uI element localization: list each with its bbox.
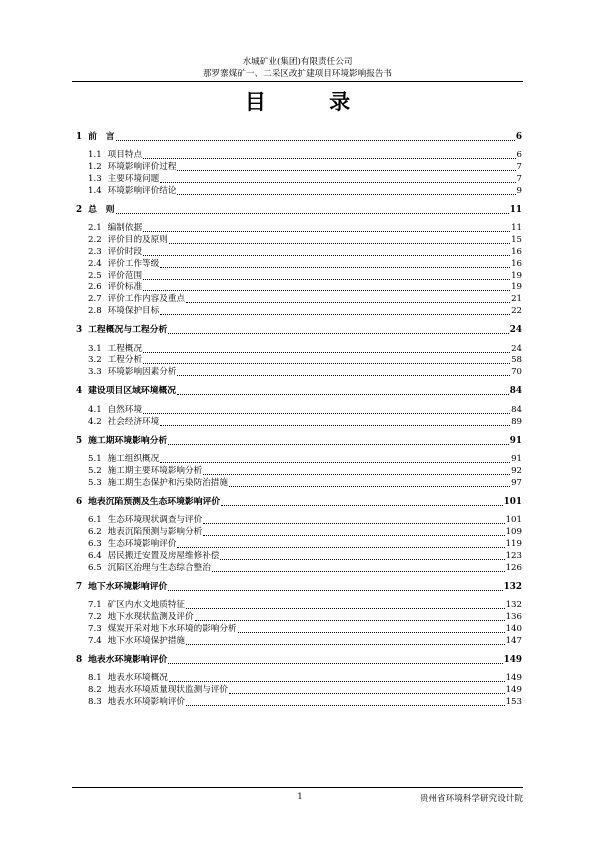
toc-entry-text: 煤炭开采对地下水环境的影响分析: [107, 623, 237, 634]
toc-chapter-entry[interactable]: [76, 581, 522, 593]
toc-dot-leader: [177, 170, 515, 171]
toc-entry-text: 工程概况与工程分析: [88, 325, 168, 336]
toc-dot-leader: [143, 255, 510, 256]
toc-dot-leader: [160, 425, 510, 426]
header-report-title: 那罗寨煤矿一、二采区改扩建项目环境影响报告书: [202, 69, 393, 79]
toc-entry-text: 建设项目区域环境概况: [88, 386, 177, 397]
toc-entry-number: 2.5: [88, 270, 102, 281]
toc-entry-label: [88, 563, 211, 574]
toc-entry-text: 评价工作内容及重点: [107, 294, 186, 305]
toc-entry-label: [88, 405, 142, 416]
toc-entry-page: 15: [511, 235, 522, 246]
toc-entry-text: 地表水环境概况: [107, 673, 168, 684]
toc-entry-page: 119: [505, 538, 522, 549]
toc-section-entry[interactable]: [88, 258, 522, 270]
toc-entry-page: 22: [511, 305, 522, 316]
toc-entry-number: 2.6: [88, 282, 102, 293]
toc-entry-number: 7: [76, 581, 83, 592]
toc-entry-label: [88, 466, 202, 477]
toc-entry-page: 89: [511, 416, 522, 427]
toc-chapter-entry[interactable]: [76, 324, 522, 336]
toc-section-entry[interactable]: [88, 270, 522, 282]
toc-entry-number: 8: [76, 654, 83, 665]
header-company: 水城矿业(集团)有限责任公司: [242, 57, 353, 67]
toc-entry-number: 7.1: [88, 600, 102, 611]
footer-page-number: 1: [297, 792, 303, 802]
toc-dot-leader: [203, 474, 510, 475]
toc-section-entry[interactable]: [88, 611, 522, 623]
toc-dot-leader: [143, 279, 510, 280]
toc-entry-text: 地下水环境保护措施: [107, 635, 186, 646]
toc-entry-text: 地下水现状监测及评价: [107, 611, 194, 622]
toc-entry-label: [88, 174, 159, 185]
toc-section-entry[interactable]: [88, 185, 522, 197]
toc-section-entry[interactable]: [88, 599, 522, 611]
toc-entry-text: 评价工作等级: [107, 258, 160, 269]
toc-entry-number: 4: [76, 386, 83, 397]
toc-entry-number: 6.2: [88, 527, 102, 538]
toc-entry-page: 84: [509, 386, 522, 397]
toc-dot-leader: [238, 632, 505, 633]
toc-entry-number: 2.8: [88, 305, 102, 316]
toc-entry-text: 矿区内水文地质特征: [107, 600, 186, 611]
toc-entry-page: 149: [505, 684, 522, 695]
toc-entry-text: 评价时段: [107, 246, 143, 257]
toc-section-entry[interactable]: [88, 161, 522, 173]
toc-entry-text: 施工期环境影响分析: [88, 435, 168, 446]
toc-entry-label: [88, 223, 142, 234]
toc-entry-number: 6: [76, 497, 83, 507]
toc-dot-leader: [220, 559, 504, 560]
toc-section-entry[interactable]: [88, 343, 522, 355]
toc-entry-text: 施工期生态保护和污染防治措施: [107, 477, 228, 488]
toc-entry-page: 84: [511, 404, 522, 415]
toc-entry-label: [76, 325, 167, 336]
toc-entry-number: 6.1: [88, 515, 102, 526]
toc-entry-page: 92: [511, 465, 522, 476]
footer-publisher: 贵州省环境科学研究设计院: [419, 794, 523, 804]
toc-entry-text: 施工组织概况: [107, 454, 160, 465]
toc-entry-page: 6: [516, 150, 522, 161]
toc-entry-number: 6.3: [88, 538, 102, 549]
toc-chapter-entry[interactable]: [76, 131, 522, 143]
toc-entry-text: 项目特点: [107, 150, 143, 161]
toc-dot-leader: [116, 140, 515, 141]
toc-section-entry[interactable]: [88, 562, 522, 574]
toc-entry-label: [88, 551, 219, 562]
toc-dot-leader: [160, 182, 515, 183]
toc-entry-label: [88, 600, 185, 611]
toc-entry-label: [88, 685, 228, 696]
toc-entry-number: 2.1: [88, 223, 102, 234]
toc-dot-leader: [186, 644, 505, 645]
toc-section-entry[interactable]: [88, 538, 522, 550]
toc-dot-leader: [229, 486, 510, 487]
toc-entry-label: [88, 454, 159, 465]
toc-entry-number: 5: [76, 435, 83, 446]
toc-chapter-entry[interactable]: [76, 204, 522, 216]
toc-entry-label: [88, 697, 185, 708]
toc-entry-label: [76, 386, 176, 397]
toc-entry-page: 147: [505, 635, 522, 646]
toc-entry-number: 6.5: [88, 562, 102, 573]
toc-entry-number: 6.4: [88, 550, 102, 561]
toc-entry-number: 3.2: [88, 355, 102, 366]
toc-section-entry[interactable]: [88, 173, 522, 185]
toc-entry-page: 24: [511, 343, 522, 354]
toc-entry-page: 123: [505, 550, 522, 561]
toc-entry-label: [76, 655, 167, 666]
toc-section-entry[interactable]: [88, 281, 522, 293]
toc-entry-text: 工程概况: [107, 343, 143, 354]
toc-entry-page: 132: [505, 600, 522, 611]
toc-entry-label: [88, 344, 142, 355]
toc-entry-label: [88, 294, 185, 305]
toc-dot-leader: [143, 363, 510, 364]
toc-entry-number: 2: [76, 205, 83, 215]
toc-entry-number: 8.3: [88, 696, 102, 707]
toc-entry-label: [88, 306, 159, 317]
toc-entry-label: [88, 624, 237, 635]
toc-entry-text: 沉陷区治理与生态综合整治: [107, 562, 211, 573]
toc-dot-leader: [169, 243, 510, 244]
toc-entry-number: 2.7: [88, 294, 102, 305]
toc-dot-leader: [186, 705, 505, 706]
toc-entry-number: 5.1: [88, 454, 102, 465]
toc-dot-leader: [177, 194, 515, 195]
toc-entry-text: 环境影响评价结论: [107, 185, 177, 196]
toc-dot-leader: [212, 571, 505, 572]
toc-entry-text: 评价范围: [107, 270, 143, 281]
toc-entry-text: 生态环境影响评价: [107, 538, 177, 549]
toc-entry-page: 149: [505, 673, 522, 684]
toc-dot-leader: [143, 290, 510, 291]
toc-entry-text: 总 则: [88, 205, 115, 215]
toc-entry-number: 7.3: [88, 623, 102, 634]
toc-entry-text: 评价目的及原则: [107, 235, 168, 246]
toc-dot-leader: [143, 231, 510, 232]
toc-section-entry[interactable]: [88, 416, 522, 428]
toc-dot-leader: [168, 444, 508, 445]
toc-entry-label: [76, 582, 167, 593]
toc-entry-page: 136: [505, 611, 522, 622]
toc-dot-leader: [186, 302, 510, 303]
toc-section-entry[interactable]: [88, 246, 522, 258]
toc-entry-number: 2.3: [88, 246, 102, 257]
toc-entry-number: 7.2: [88, 611, 102, 622]
toc-entry-text: 生态环境现状调查与评价: [107, 515, 203, 526]
toc-entry-number: 2.2: [88, 235, 102, 246]
toc-entry-number: 1.2: [88, 162, 102, 173]
toc-dot-leader: [168, 333, 508, 334]
toc-entry-label: [88, 150, 142, 161]
toc-entry-page: 7: [516, 162, 522, 173]
toc-entry-label: [76, 205, 115, 216]
toc-chapter-entry[interactable]: [76, 496, 522, 508]
toc-entry-number: 4.1: [88, 404, 102, 415]
toc-section-entry[interactable]: [88, 234, 522, 246]
toc-entry-page: 70: [511, 367, 522, 378]
toc-entry-number: 2.4: [88, 258, 102, 269]
toc-dot-leader: [168, 590, 502, 591]
toc-dot-leader: [221, 505, 503, 506]
toc-entry-page: 11: [511, 223, 522, 234]
toc-section-entry[interactable]: [88, 404, 522, 416]
toc-entry-page: 149: [503, 654, 522, 665]
toc-entry-label: [88, 259, 159, 270]
toc-section-entry[interactable]: [88, 149, 522, 161]
toc-entry-label: [88, 162, 176, 173]
toc-entry-number: 1.3: [88, 173, 102, 184]
toc-entry-text: 评价标准: [107, 282, 143, 293]
toc-title: 目 录: [244, 90, 379, 114]
toc-entry-page: 9: [516, 185, 522, 196]
toc-entry-page: 132: [503, 581, 522, 592]
toc-dot-leader: [116, 213, 509, 214]
toc-entry-text: 工程分析: [107, 355, 143, 366]
toc-entry-label: [76, 497, 220, 508]
toc-section-entry[interactable]: [88, 366, 522, 378]
toc-dot-leader: [169, 681, 505, 682]
toc-entry-number: 8.1: [88, 673, 102, 684]
toc-entry-page: 91: [511, 454, 522, 465]
toc-section-entry[interactable]: [88, 672, 522, 684]
toc-entry-text: 地表水环境影响评价: [88, 654, 168, 665]
toc-entry-label: [88, 636, 185, 647]
toc-section-entry[interactable]: [88, 465, 522, 477]
toc-entry-text: 居民搬迁安置及房屋维修补偿: [107, 550, 220, 561]
toc-entry-label: [88, 417, 159, 428]
toc-chapter-entry[interactable]: [76, 435, 522, 447]
toc-entry-page: 6: [515, 132, 522, 142]
toc-dot-leader: [160, 267, 510, 268]
toc-entry-label: [88, 527, 202, 538]
toc-chapter-entry[interactable]: [76, 385, 522, 397]
toc-dot-leader: [168, 663, 502, 664]
toc-entry-text: 社会经济环境: [107, 416, 160, 427]
toc-dot-leader: [229, 693, 505, 694]
footer-rule: [72, 787, 523, 788]
toc-dot-leader: [177, 547, 504, 548]
toc-section-entry[interactable]: [88, 514, 522, 526]
toc-entry-label: [76, 436, 167, 447]
toc-entry-label: [88, 478, 228, 489]
toc-section-entry[interactable]: [88, 684, 522, 696]
toc-entry-number: 7.4: [88, 635, 102, 646]
toc-entry-page: 101: [503, 497, 522, 507]
toc-entry-number: 5.3: [88, 477, 102, 488]
toc-entry-label: [76, 132, 115, 143]
toc-entry-number: 4.2: [88, 416, 102, 427]
toc-entry-text: 编制依据: [107, 223, 143, 234]
toc-section-entry[interactable]: [88, 623, 522, 635]
toc-entry-label: [88, 367, 176, 378]
toc-entry-number: 3: [76, 325, 83, 336]
toc-entry-page: 16: [511, 246, 522, 257]
toc-entry-page: 58: [511, 355, 522, 366]
toc-entry-label: [88, 271, 142, 282]
toc-entry-label: [88, 673, 168, 684]
toc-section-entry[interactable]: [88, 696, 522, 708]
toc-entry-page: 109: [505, 527, 522, 538]
toc-section-entry[interactable]: [88, 293, 522, 305]
toc-dot-leader: [143, 158, 515, 159]
toc-section-entry[interactable]: [88, 305, 522, 317]
toc-entry-number: 3.1: [88, 343, 102, 354]
toc-entry-text: 施工期主要环境影响分析: [107, 465, 203, 476]
toc-entry-page: 21: [511, 294, 522, 305]
toc-dot-leader: [203, 535, 504, 536]
toc-entry-label: [88, 186, 176, 197]
toc-section-entry[interactable]: [88, 635, 522, 647]
toc-entry-text: 地表水环境影响评价: [107, 696, 186, 707]
toc-entry-label: [88, 355, 142, 366]
toc-entry-page: 24: [509, 325, 522, 336]
toc-entry-page: 7: [516, 173, 522, 184]
toc-entry-page: 19: [511, 282, 522, 293]
toc-entry-text: 地表水环境质量现状监测与评价: [107, 684, 228, 695]
toc-entry-label: [88, 282, 142, 293]
toc-entry-text: 地下水环境影响评价: [88, 581, 168, 592]
toc-entry-text: 前 言: [88, 132, 115, 142]
toc-dot-leader: [160, 314, 510, 315]
toc-entry-page: 11: [509, 205, 522, 215]
toc-dot-leader: [195, 620, 505, 621]
toc-entry-number: 3.3: [88, 367, 102, 378]
toc-entry-number: 8.2: [88, 684, 102, 695]
toc-dot-leader: [177, 375, 510, 376]
toc-section-entry[interactable]: [88, 354, 522, 366]
toc-entry-text: 环境影响因素分析: [107, 367, 177, 378]
toc-entry-page: 16: [511, 258, 522, 269]
toc-dot-leader: [203, 523, 504, 524]
toc-entry-number: 1.4: [88, 185, 102, 196]
toc-dot-leader: [143, 413, 510, 414]
toc-entry-text: 环境影响评价过程: [107, 162, 177, 173]
toc-dot-leader: [177, 394, 509, 395]
toc-section-entry[interactable]: [88, 222, 522, 234]
toc-entry-number: 1.1: [88, 150, 102, 161]
toc-entry-page: 19: [511, 270, 522, 281]
toc-entry-label: [88, 235, 168, 246]
toc-entry-page: 97: [511, 477, 522, 488]
toc-entry-label: [88, 612, 194, 623]
toc-entry-text: 地表沉陷预测与影响分析: [107, 527, 203, 538]
toc-entry-text: 环境保护目标: [107, 305, 160, 316]
toc-entry-number: 1: [76, 132, 83, 142]
toc-section-entry[interactable]: [88, 550, 522, 562]
toc-entry-page: 126: [505, 562, 522, 573]
toc-section-entry[interactable]: [88, 526, 522, 538]
toc-section-entry[interactable]: [88, 477, 522, 489]
toc-entry-page: 101: [505, 515, 522, 526]
toc-entry-page: 91: [509, 435, 522, 446]
toc-entry-number: 5.2: [88, 465, 102, 476]
toc-entry-label: [88, 515, 202, 526]
toc-entry-text: 主要环境问题: [107, 173, 160, 184]
toc-section-entry[interactable]: [88, 453, 522, 465]
toc-chapter-entry[interactable]: [76, 654, 522, 666]
toc-entry-text: 地表沉陷预测及生态环境影响评价: [88, 497, 221, 507]
toc-dot-leader: [160, 462, 510, 463]
toc-entry-text: 自然环境: [107, 404, 143, 415]
toc-entry-page: 153: [505, 696, 522, 707]
toc-entry-label: [88, 539, 176, 550]
toc-dot-leader: [186, 608, 505, 609]
toc-entry-page: 140: [505, 623, 522, 634]
toc-entry-label: [88, 247, 142, 258]
toc-dot-leader: [143, 352, 510, 353]
